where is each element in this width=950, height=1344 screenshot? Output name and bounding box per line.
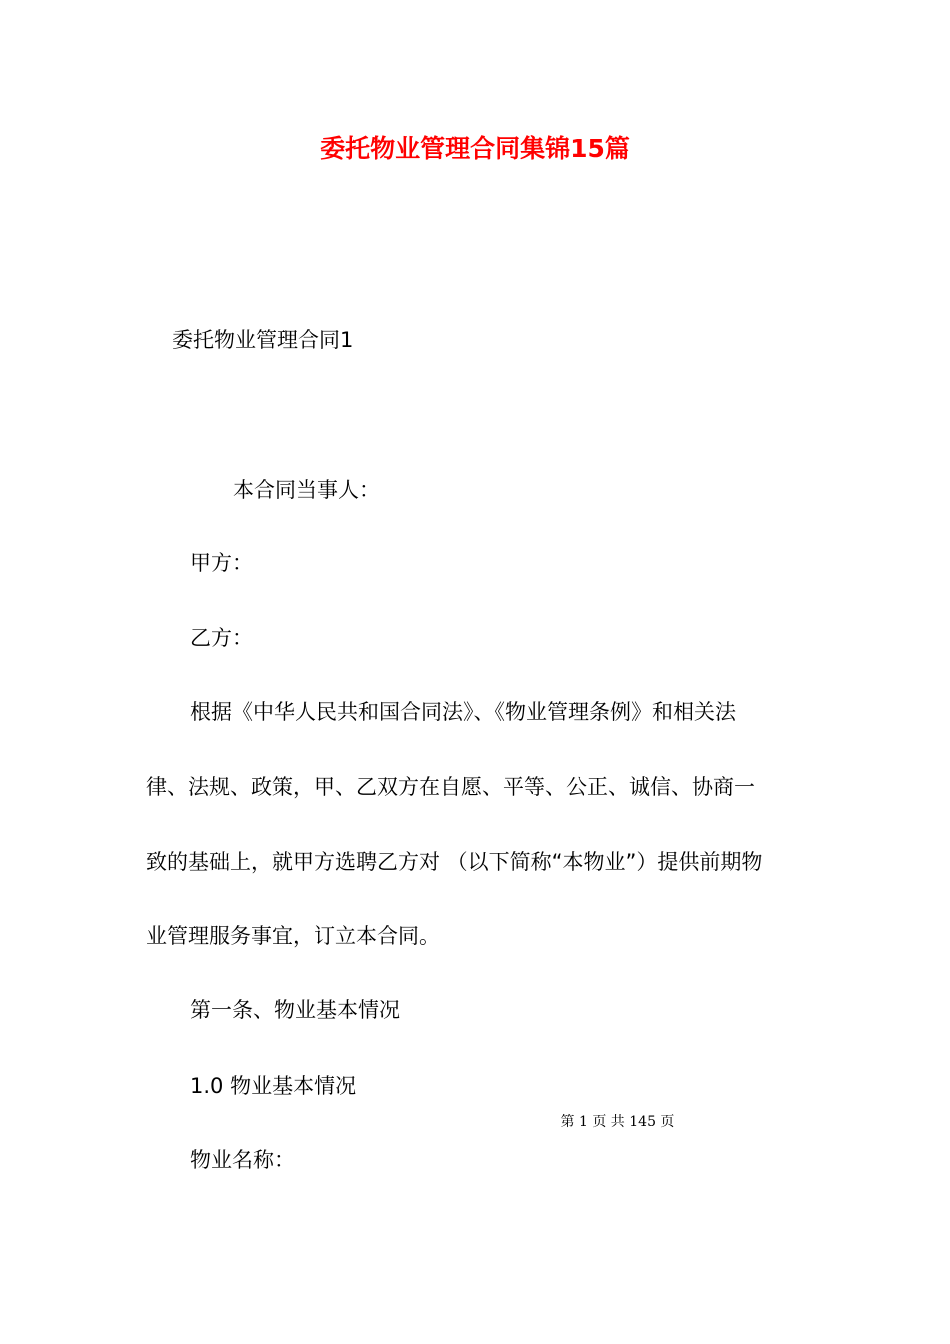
- party-a-label: 甲方：: [190, 551, 253, 575]
- paragraph-line: 致的基础上，就甲方选聘乙方对 （以下简称“本物业”）提供前期物: [146, 850, 763, 874]
- subsection-heading: 1.0 物业基本情况: [190, 1074, 357, 1098]
- article-heading: 第一条、物业基本情况: [190, 998, 400, 1022]
- property-name-label: 物业名称：: [190, 1148, 295, 1172]
- paragraph-line: 业管理服务事宜，订立本合同。: [146, 924, 440, 948]
- paragraph-line: 根据《中华人民共和国合同法》、《物业管理条例》和相关法: [190, 700, 736, 724]
- section-heading: 委托物业管理合同1: [172, 328, 354, 352]
- party-b-label: 乙方：: [190, 626, 253, 650]
- page-number-footer: 第 1 页 共 145 页: [560, 1114, 675, 1130]
- paragraph-line: 律、法规、政策，甲、乙双方在自愿、平等、公正、诚信、协商一: [146, 775, 755, 799]
- parties-heading: 本合同当事人：: [233, 478, 380, 502]
- document-title: 委托物业管理合同集锦15篇: [320, 134, 630, 163]
